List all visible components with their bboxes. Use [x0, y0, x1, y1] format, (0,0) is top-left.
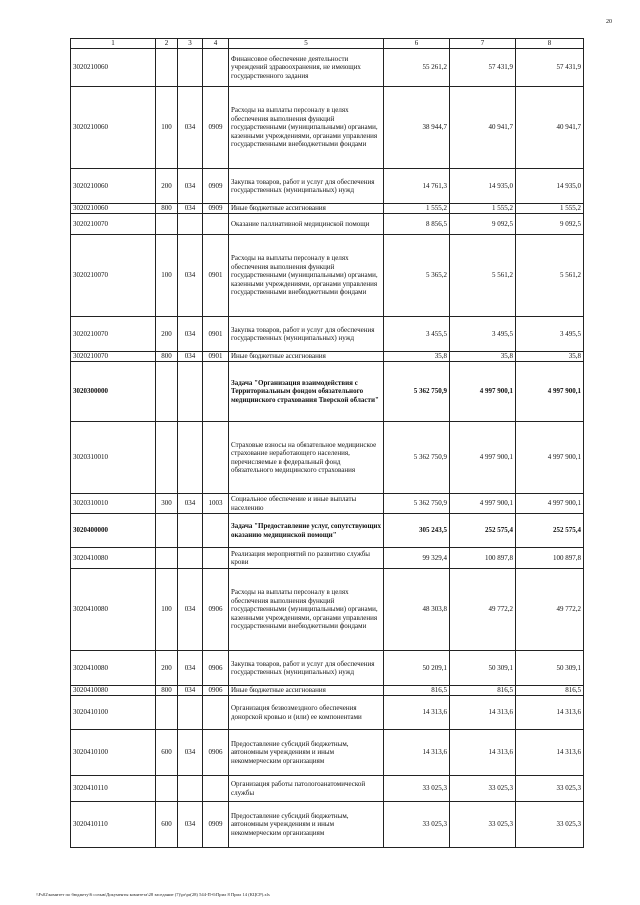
row-name: Оказание паллиативной медицинской помощи: [229, 214, 384, 235]
row-value-1: 5 365,2: [384, 235, 450, 317]
row-expense-type: 200: [156, 169, 178, 204]
row-value-3: 14 313,6: [516, 730, 584, 776]
row-section: 0901: [203, 352, 229, 362]
row-admin-code: [178, 696, 203, 730]
row-code: 3020310010: [71, 494, 156, 514]
row-value-2: 9 092,5: [450, 214, 516, 235]
row-value-1: 5 362 750,9: [384, 362, 450, 422]
row-value-1: 33 025,3: [384, 802, 450, 848]
row-name: Предоставление субсидий бюджетным, автономным учреждениям и иным некоммерческим организациям: [229, 730, 384, 776]
col-header: 6: [384, 39, 450, 49]
row-value-1: 99 329,4: [384, 548, 450, 569]
row-admin-code: 034: [178, 204, 203, 214]
row-name: Организация работы патологоанатомической службы: [229, 776, 384, 802]
row-value-3: 4 997 900,1: [516, 422, 584, 494]
row-section: [203, 514, 229, 548]
col-header: 3: [178, 39, 203, 49]
row-value-3: 40 941,7: [516, 87, 584, 169]
row-value-1: 305 243,5: [384, 514, 450, 548]
row-name: Закупка товаров, работ и услуг для обеспечения государственных (муниципальных) нужд: [229, 317, 384, 352]
row-value-2: 14 935,0: [450, 169, 516, 204]
row-name: Финансовое обеспечение деятельности учреждений здравоохранения, не имеющих государственного задания: [229, 49, 384, 87]
row-expense-type: 100: [156, 235, 178, 317]
row-code: 3020210060: [71, 169, 156, 204]
table-row: [71, 87, 584, 169]
row-value-3: 49 772,2: [516, 569, 584, 651]
row-admin-code: [178, 362, 203, 422]
row-code: 3020410110: [71, 802, 156, 848]
row-value-2: 1 555,2: [450, 204, 516, 214]
table-row: [71, 548, 584, 569]
row-admin-code: 034: [178, 317, 203, 352]
row-code: 3020410080: [71, 686, 156, 696]
row-value-1: 35,8: [384, 352, 450, 362]
row-expense-type: 100: [156, 569, 178, 651]
row-section: [203, 548, 229, 569]
row-admin-code: 034: [178, 235, 203, 317]
row-value-1: 14 313,6: [384, 730, 450, 776]
row-expense-type: [156, 362, 178, 422]
row-value-3: 33 025,3: [516, 802, 584, 848]
row-value-1: 38 944,7: [384, 87, 450, 169]
table-row: [71, 802, 584, 848]
row-section: 0906: [203, 686, 229, 696]
row-admin-code: 034: [178, 169, 203, 204]
row-admin-code: 034: [178, 686, 203, 696]
row-name: Иные бюджетные ассигнования: [229, 686, 384, 696]
row-name: Задача "Предоставление услуг, сопутствующих оказанию медицинской помощи": [229, 514, 384, 548]
row-expense-type: [156, 776, 178, 802]
col-header: 4: [203, 39, 229, 49]
row-value-3: 33 025,3: [516, 776, 584, 802]
row-expense-type: 200: [156, 317, 178, 352]
row-value-3: 4 997 900,1: [516, 362, 584, 422]
table-row: [71, 352, 584, 362]
row-section: [203, 696, 229, 730]
row-expense-type: 600: [156, 730, 178, 776]
row-code: 3020410080: [71, 651, 156, 686]
row-value-1: 14 313,6: [384, 696, 450, 730]
row-code: 3020210070: [71, 317, 156, 352]
row-name: Расходы на выплаты персоналу в целях обеспечения выполнения функций государственными (муниципальными) органами, казенными учреждениями, органами управления государственными внебюджетными фондами: [229, 569, 384, 651]
row-value-2: 33 025,3: [450, 776, 516, 802]
row-expense-type: 200: [156, 651, 178, 686]
row-value-3: 1 555,2: [516, 204, 584, 214]
row-admin-code: 034: [178, 730, 203, 776]
row-admin-code: [178, 776, 203, 802]
row-code: 3020210060: [71, 204, 156, 214]
table-row: [71, 235, 584, 317]
row-expense-type: [156, 422, 178, 494]
row-code: 3020210070: [71, 235, 156, 317]
row-value-1: 5 362 750,9: [384, 422, 450, 494]
row-section: [203, 422, 229, 494]
table-row: [71, 362, 584, 422]
row-section: 0909: [203, 204, 229, 214]
col-header: 1: [71, 39, 156, 49]
row-name: Реализация мероприятий по развитию службы крови: [229, 548, 384, 569]
row-value-1: 5 362 750,9: [384, 494, 450, 514]
row-code: 3020410110: [71, 776, 156, 802]
row-section: [203, 362, 229, 422]
table-row: [71, 776, 584, 802]
row-admin-code: [178, 422, 203, 494]
table-row: [71, 169, 584, 204]
table-row: [71, 514, 584, 548]
row-name: Иные бюджетные ассигнования: [229, 352, 384, 362]
row-admin-code: 034: [178, 87, 203, 169]
row-value-3: 9 092,5: [516, 214, 584, 235]
row-value-1: 48 303,8: [384, 569, 450, 651]
row-value-3: 4 997 900,1: [516, 494, 584, 514]
table-row: [71, 696, 584, 730]
table-row: [71, 494, 584, 514]
row-value-2: 57 431,9: [450, 49, 516, 87]
col-header: 7: [450, 39, 516, 49]
row-name: Расходы на выплаты персоналу в целях обеспечения выполнения функций государственными (муниципальными) органами, казенными учреждениями, органами управления государственными внебюджетными фондами: [229, 235, 384, 317]
row-section: 0906: [203, 730, 229, 776]
col-header: 8: [516, 39, 584, 49]
row-section: 0906: [203, 569, 229, 651]
row-name: Страховые взносы на обязательное медицинское страхование неработающего населения, перечисляемые в федеральный фонд обязательного медицинского страхования: [229, 422, 384, 494]
row-value-2: 4 997 900,1: [450, 422, 516, 494]
row-code: 3020410100: [71, 696, 156, 730]
row-name: Предоставление субсидий бюджетным, автономным учреждениям и иным некоммерческим организациям: [229, 802, 384, 848]
row-code: 3020210070: [71, 352, 156, 362]
row-value-3: 100 897,8: [516, 548, 584, 569]
table-row: [71, 204, 584, 214]
row-section: 1003: [203, 494, 229, 514]
row-expense-type: 600: [156, 802, 178, 848]
file-path-footer: \\Fs02\комитет по бюджету\6 созыв\Документы комитета\28 заседание (7)\pr\pr(28) 544-П-6\Прил 8 Прил 14 (КЦСР).xls: [36, 892, 270, 897]
row-value-1: 8 856,5: [384, 214, 450, 235]
table-row: [71, 49, 584, 87]
row-value-3: 14 935,0: [516, 169, 584, 204]
row-code: 3020210070: [71, 214, 156, 235]
row-value-2: 40 941,7: [450, 87, 516, 169]
row-name: Закупка товаров, работ и услуг для обеспечения государственных (муниципальных) нужд: [229, 651, 384, 686]
row-value-1: 55 261,2: [384, 49, 450, 87]
table-row: [71, 317, 584, 352]
row-expense-type: [156, 214, 178, 235]
row-admin-code: 034: [178, 352, 203, 362]
row-code: 3020210060: [71, 87, 156, 169]
row-admin-code: 034: [178, 651, 203, 686]
budget-table: [70, 38, 584, 848]
row-value-2: 4 997 900,1: [450, 494, 516, 514]
row-value-3: 816,5: [516, 686, 584, 696]
row-expense-type: 800: [156, 204, 178, 214]
row-admin-code: [178, 49, 203, 87]
row-code: 3020410080: [71, 548, 156, 569]
row-name: Расходы на выплаты персоналу в целях обеспечения выполнения функций государственными (муниципальными) органами, казенными учреждениями, органами управления государственными внебюджетными фондами: [229, 87, 384, 169]
row-value-3: 5 561,2: [516, 235, 584, 317]
row-value-2: 5 561,2: [450, 235, 516, 317]
row-code: 3020310010: [71, 422, 156, 494]
row-admin-code: [178, 214, 203, 235]
row-value-2: 4 997 900,1: [450, 362, 516, 422]
row-name: Социальное обеспечение и иные выплаты населению: [229, 494, 384, 514]
row-value-2: 816,5: [450, 686, 516, 696]
row-section: [203, 776, 229, 802]
row-name: Закупка товаров, работ и услуг для обеспечения государственных (муниципальных) нужд: [229, 169, 384, 204]
row-code: 3020410100: [71, 730, 156, 776]
row-expense-type: 300: [156, 494, 178, 514]
row-expense-type: 100: [156, 87, 178, 169]
row-section: [203, 214, 229, 235]
row-code: 3020210060: [71, 49, 156, 87]
row-value-2: 33 025,3: [450, 802, 516, 848]
row-expense-type: 800: [156, 352, 178, 362]
row-value-2: 35,8: [450, 352, 516, 362]
row-admin-code: [178, 548, 203, 569]
table-row: [71, 686, 584, 696]
row-value-3: 57 431,9: [516, 49, 584, 87]
row-section: 0909: [203, 87, 229, 169]
table-row: [71, 730, 584, 776]
row-value-2: 49 772,2: [450, 569, 516, 651]
row-code: 3020300000: [71, 362, 156, 422]
row-name: Иные бюджетные ассигнования: [229, 204, 384, 214]
row-value-3: 3 495,5: [516, 317, 584, 352]
col-header: 2: [156, 39, 178, 49]
row-expense-type: [156, 49, 178, 87]
table-row: [71, 569, 584, 651]
row-value-1: 14 761,3: [384, 169, 450, 204]
row-section: 0906: [203, 651, 229, 686]
table-row: [71, 651, 584, 686]
row-name: Задача "Организация взаимодействия с Территориальным фондом обязательного медицинского страхования Тверской области": [229, 362, 384, 422]
row-admin-code: 034: [178, 569, 203, 651]
header-row: [71, 39, 584, 49]
row-code: 3020410080: [71, 569, 156, 651]
row-section: 0909: [203, 802, 229, 848]
row-value-1: 3 455,5: [384, 317, 450, 352]
row-section: 0901: [203, 235, 229, 317]
row-value-2: 14 313,6: [450, 730, 516, 776]
row-value-2: 50 309,1: [450, 651, 516, 686]
row-section: [203, 49, 229, 87]
table-row: [71, 214, 584, 235]
row-value-3: 252 575,4: [516, 514, 584, 548]
row-expense-type: [156, 548, 178, 569]
row-value-2: 100 897,8: [450, 548, 516, 569]
row-value-3: 14 313,6: [516, 696, 584, 730]
row-value-3: 50 309,1: [516, 651, 584, 686]
col-header: 5: [229, 39, 384, 49]
row-value-1: 50 209,1: [384, 651, 450, 686]
row-code: 3020400000: [71, 514, 156, 548]
row-value-2: 3 495,5: [450, 317, 516, 352]
row-value-1: 33 025,3: [384, 776, 450, 802]
row-admin-code: 034: [178, 494, 203, 514]
row-value-3: 35,8: [516, 352, 584, 362]
row-expense-type: [156, 696, 178, 730]
row-admin-code: [178, 514, 203, 548]
row-value-1: 816,5: [384, 686, 450, 696]
row-section: 0909: [203, 169, 229, 204]
row-name: Организация безвозмездного обеспечения донорской кровью и (или) ее компонентами: [229, 696, 384, 730]
row-value-1: 1 555,2: [384, 204, 450, 214]
row-expense-type: 800: [156, 686, 178, 696]
row-expense-type: [156, 514, 178, 548]
page-number: 20: [606, 19, 612, 25]
row-admin-code: 034: [178, 802, 203, 848]
row-value-2: 14 313,6: [450, 696, 516, 730]
row-section: 0901: [203, 317, 229, 352]
row-value-2: 252 575,4: [450, 514, 516, 548]
table-row: [71, 422, 584, 494]
